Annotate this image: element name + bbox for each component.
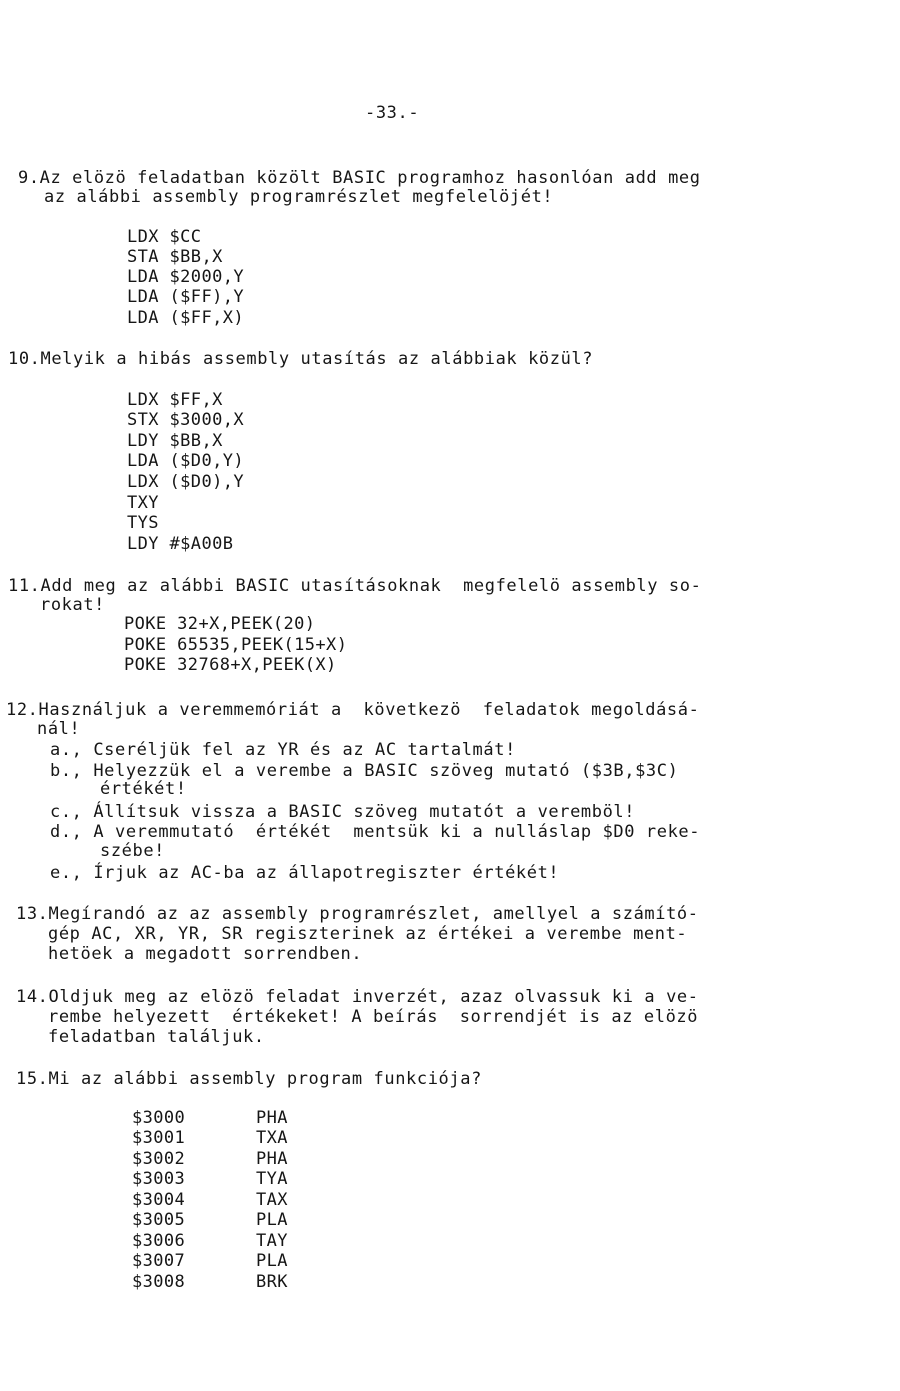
- q9-code-line: LDX $CC: [127, 227, 202, 247]
- question-9-line-1: 9.Az elözö feladatban közölt BASIC programhoz hasonlóan add meg: [18, 168, 701, 188]
- q15-address: $3004: [132, 1190, 186, 1210]
- question-14-line-2: rembe helyezett értékeket! A beírás sorrendjét is az elözö: [48, 1007, 699, 1027]
- question-11-line-1: 11.Add meg az alábbi BASIC utasításoknak megfelelö assembly so-: [8, 576, 702, 596]
- q10-code-line: LDX $FF,X: [127, 390, 223, 410]
- q11-code-line: POKE 65535,PEEK(15+X): [124, 635, 348, 655]
- q12-item-b-cont: értékét!: [100, 779, 187, 799]
- q15-address: $3006: [132, 1231, 186, 1251]
- question-13-line-2: gép AC, XR, YR, SR regiszterinek az értékei a verembe ment-: [48, 924, 688, 944]
- question-13-line-3: hetöek a megadott sorrendben.: [48, 944, 363, 964]
- q15-address: $3001: [132, 1128, 186, 1148]
- q10-code-line: LDY #$A00B: [127, 534, 234, 554]
- q15-instruction: TYA: [256, 1169, 288, 1189]
- q12-item-e: e., Írjuk az AC-ba az állapotregiszter értékét!: [50, 863, 560, 883]
- q9-code-line: LDA $2000,Y: [127, 267, 244, 287]
- q10-code-line: STX $3000,X: [127, 410, 244, 430]
- question-13-line-1: 13.Megírandó az az assembly programrészlet, amellyel a számító-: [16, 904, 699, 924]
- q15-instruction: PHA: [256, 1149, 288, 1169]
- q15-instruction: PLA: [256, 1251, 288, 1271]
- q10-code-line: TXY: [127, 493, 159, 513]
- q12-item-a: a., Cseréljük fel az YR és az AC tartalmát!: [50, 740, 516, 760]
- q15-instruction: TXA: [256, 1128, 288, 1148]
- q10-code-line: LDY $BB,X: [127, 431, 223, 451]
- q15-instruction: BRK: [256, 1272, 288, 1292]
- q15-address: $3002: [132, 1149, 186, 1169]
- question-12-line-2: nál!: [37, 719, 81, 739]
- q9-code-line: LDA ($FF),Y: [127, 287, 244, 307]
- q10-code-line: LDA ($D0,Y): [127, 451, 244, 471]
- page-number: -33.-: [365, 103, 420, 123]
- q10-code-line: TYS: [127, 513, 159, 533]
- question-15-line-1: 15.Mi az alábbi assembly program funkciója?: [16, 1069, 482, 1089]
- q11-code-line: POKE 32+X,PEEK(20): [124, 614, 316, 634]
- question-10-line-1: 10.Melyik a hibás assembly utasítás az alábbiak közül?: [8, 349, 594, 369]
- q15-instruction: TAY: [256, 1231, 288, 1251]
- question-14-line-1: 14.Oldjuk meg az elözö feladat inverzét, azaz olvassuk ki a ve-: [16, 987, 699, 1007]
- q11-code-line: POKE 32768+X,PEEK(X): [124, 655, 337, 675]
- q12-item-b: b., Helyezzük el a verembe a BASIC szöveg mutató ($3B,$3C): [50, 761, 679, 781]
- q10-code-line: LDX ($D0),Y: [127, 472, 244, 492]
- q12-item-c: c., Állítsuk vissza a BASIC szöveg mutatót a veremböl!: [50, 802, 636, 822]
- q12-item-d-cont: szébe!: [100, 841, 166, 861]
- q12-item-d: d., A veremmutató értékét mentsük ki a nulláslap $D0 reke-: [50, 822, 701, 842]
- q15-address: $3000: [132, 1108, 186, 1128]
- question-11-line-2: rokat!: [40, 595, 106, 615]
- q15-instruction: PHA: [256, 1108, 288, 1128]
- question-12-line-1: 12.Használjuk a veremmemóriát a következö feladatok megoldásá-: [6, 700, 700, 720]
- q9-code-line: LDA ($FF,X): [127, 308, 244, 328]
- q15-instruction: PLA: [256, 1210, 288, 1230]
- q15-address: $3007: [132, 1251, 186, 1271]
- q9-code-line: STA $BB,X: [127, 247, 223, 267]
- question-14-line-3: feladatban találjuk.: [48, 1027, 265, 1047]
- q15-address: $3003: [132, 1169, 186, 1189]
- q15-address: $3005: [132, 1210, 186, 1230]
- q15-instruction: TAX: [256, 1190, 288, 1210]
- question-9-line-2: az alábbi assembly programrészlet megfelelöjét!: [44, 187, 554, 207]
- q15-address: $3008: [132, 1272, 186, 1292]
